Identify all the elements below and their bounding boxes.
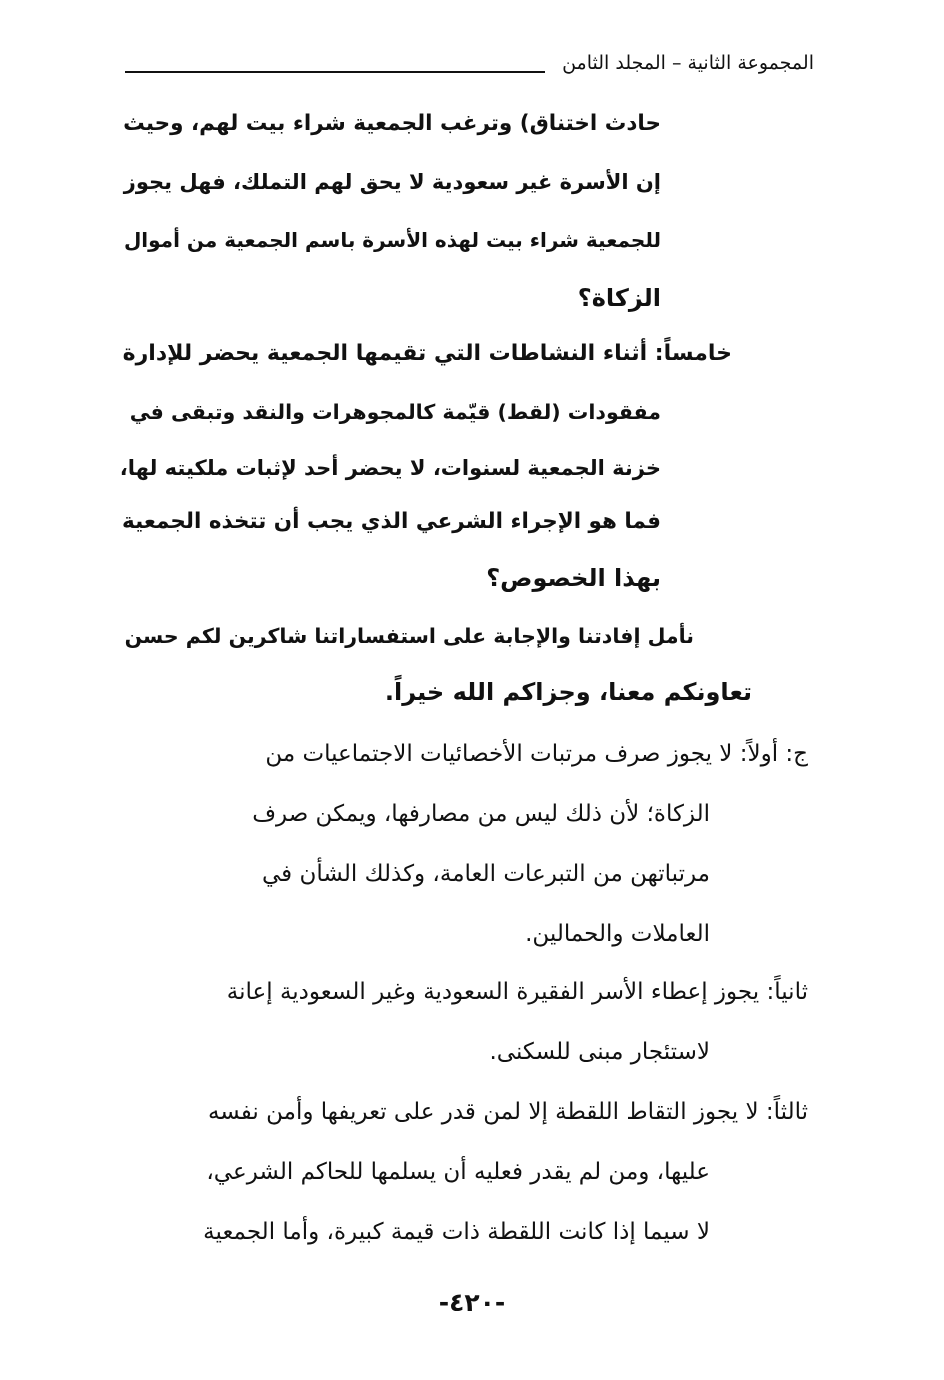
body-line: تعاونكم معنا، وجزاكم الله خيراً. [384,678,752,706]
body-line: فما هو الإجراء الشرعي الذي يجب أن تتخذه الجمعية [122,509,661,534]
body-line: لا سيما إذا كانت اللقطة ذات قيمة كبيرة، وأما الجمعية [203,1219,710,1245]
body-line: الزكاة؟ [577,284,661,312]
body-line: للجمعية شراء بيت لهذه الأسرة باسم الجمعية من أموال [123,228,661,252]
body-line: حادث اختناق) وترغب الجمعية شراء بيت لهم، وحيث [123,111,661,136]
body-line: العاملات والحمالين. [525,921,710,947]
body-line: الزكاة؛ لأن ذلك ليس من مصارفها، ويمكن صرف [252,801,710,827]
body-line: مرتباتهن من التبرعات العامة، وكذلك الشأن في [262,861,710,887]
body-line: إن الأسرة غير سعودية لا يحق لهم التملك، فهل يجوز [123,170,661,194]
body-line: نأمل إفادتنا والإجابة على استفساراتنا شاكرين لكم حسن [124,624,694,648]
body-line: مفقودات (لقط) قيّمة كالمجوهرات والنقد وتبقى في [129,400,661,424]
body-line: ثانياً: يجوز إعطاء الأسر الفقيرة السعودية وغير السعودية إعانة [226,979,808,1005]
body-line: بهذا الخصوص؟ [486,564,661,592]
header-rule [125,71,545,73]
body-line: ج: أولاً: لا يجوز صرف مرتبات الأخصائيات الاجتماعيات من [265,741,808,767]
body-line: ثالثاً: لا يجوز التقاط اللقطة إلا لمن قدر على تعريفها وأمن نفسه [207,1099,808,1125]
page-number: -٤٢٠- [438,1288,506,1317]
body-line: خامساً: أثناء النشاطات التي تقيمها الجمعية يحضر للإدارة [122,341,732,366]
running-header: المجموعة الثانية – المجلد الثامن [562,52,814,74]
body-line: لاستئجار مبنى للسكنى. [489,1039,710,1065]
body-line: خزنة الجمعية لسنوات، لا يحضر أحد لإثبات ملكيته لها، [119,456,661,480]
body-line: عليها، ومن لم يقدر فعليه أن يسلمها للحاكم الشرعي، [206,1159,710,1185]
